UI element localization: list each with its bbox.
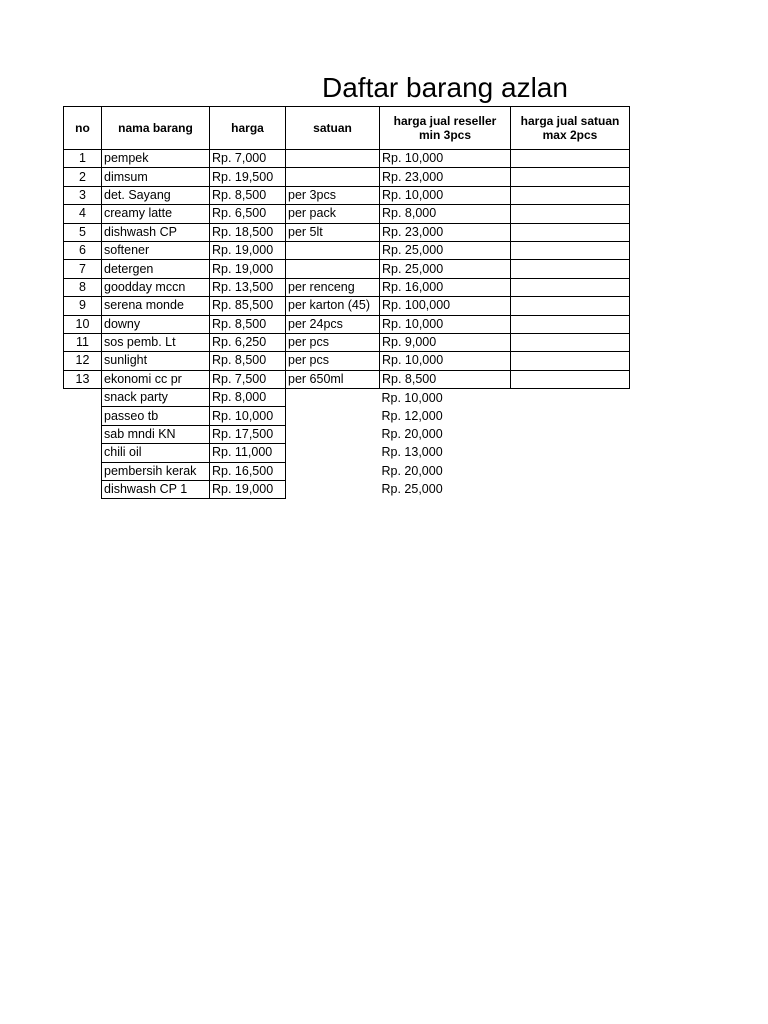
cell-harga-jual-reseller[interactable]: Rp. 20,000 (381, 427, 443, 442)
cell-satuan[interactable]: per pcs (286, 333, 380, 351)
table-row-extra (64, 425, 630, 443)
cell-harga[interactable]: Rp. 8,000 (210, 389, 286, 407)
cell-harga-jual-reseller[interactable]: Rp. 23,000 (380, 223, 511, 241)
cell-nama-barang[interactable]: pembersih kerak (102, 462, 210, 480)
cell-nama-barang[interactable]: sab mndi KN (102, 425, 210, 443)
table-row (64, 333, 630, 351)
cell-satuan[interactable]: per pcs (286, 352, 380, 370)
cell-nama-barang[interactable]: creamy latte (102, 205, 210, 223)
cell-harga-jual-reseller[interactable]: Rp. 10,000 (380, 150, 511, 168)
table-row-extra (64, 444, 630, 462)
cell-harga[interactable]: Rp. 85,500 (210, 297, 286, 315)
cell-harga[interactable]: Rp. 17,500 (210, 425, 286, 443)
table-row (64, 168, 630, 186)
cell-harga-jual-reseller[interactable]: Rp. 12,000 (381, 408, 443, 423)
cell-satuan[interactable]: per 5lt (286, 223, 380, 241)
cell-harga[interactable]: Rp. 7,500 (210, 370, 286, 388)
cell-satuan[interactable] (286, 168, 380, 186)
cell-nama-barang[interactable]: chili oil (102, 444, 210, 462)
cell-no[interactable]: 5 (64, 223, 102, 241)
cell-nama-barang[interactable]: snack party (102, 389, 210, 407)
cell-harga-jual-reseller[interactable]: Rp. 16,000 (380, 278, 511, 296)
price-table (63, 106, 630, 499)
cell-satuan[interactable]: per karton (45) (286, 297, 380, 315)
table-body (64, 150, 630, 499)
cell-harga[interactable]: Rp. 11,000 (210, 444, 286, 462)
cell-nama-barang[interactable]: det. Sayang (102, 186, 210, 204)
cell-satuan[interactable] (286, 425, 380, 443)
cell-harga-jual-satuan[interactable] (511, 260, 630, 278)
table-row (64, 352, 630, 370)
cell-nama-barang[interactable]: goodday mccn (102, 278, 210, 296)
cell-nama-barang[interactable]: ekonomi cc pr (102, 370, 210, 388)
table-row-extra (64, 462, 630, 480)
cell-nama-barang[interactable]: downy (102, 315, 210, 333)
sheet-title: Daftar barang azlan (322, 72, 568, 103)
cell-harga-jual-satuan[interactable] (511, 462, 630, 480)
cell-no[interactable] (64, 407, 102, 425)
cell-no[interactable]: 1 (64, 150, 102, 168)
table-row (64, 205, 630, 223)
cell-nama-barang[interactable]: passeo tb (102, 407, 210, 425)
cell-harga-jual-reseller[interactable]: Rp. 10,000 (381, 390, 443, 405)
table-row-extra (64, 407, 630, 425)
cell-harga[interactable]: Rp. 6,250 (210, 333, 286, 351)
table-row (64, 297, 630, 315)
cell-harga-jual-satuan[interactable] (511, 241, 630, 259)
header-satuan[interactable]: satuan (286, 107, 380, 150)
cell-harga-jual-satuan[interactable] (511, 352, 630, 370)
cell-no[interactable]: 13 (64, 370, 102, 388)
cell-harga-jual-satuan[interactable] (511, 370, 630, 388)
cell-harga[interactable]: Rp. 10,000 (210, 407, 286, 425)
header-harga[interactable]: harga (210, 107, 286, 150)
cell-no[interactable]: 2 (64, 168, 102, 186)
cell-harga-jual-reseller[interactable]: Rp. 100,000 (380, 297, 511, 315)
cell-nama-barang[interactable]: dimsum (102, 168, 210, 186)
cell-harga-jual-satuan[interactable] (511, 168, 630, 186)
cell-harga[interactable]: Rp. 13,500 (210, 278, 286, 296)
cell-no[interactable]: 7 (64, 260, 102, 278)
cell-harga-jual-satuan[interactable] (511, 333, 630, 351)
cell-harga-jual-satuan[interactable] (511, 205, 630, 223)
cell-harga-jual-reseller[interactable]: Rp. 10,000 (380, 315, 511, 333)
cell-satuan[interactable] (286, 481, 380, 499)
cell-satuan[interactable]: per 650ml (286, 370, 380, 388)
cell-no[interactable] (64, 444, 102, 462)
table-row-extra (64, 389, 630, 407)
cell-harga-jual-reseller[interactable]: Rp. 10,000 (380, 186, 511, 204)
cell-harga-jual-reseller[interactable]: Rp. 8,500 (380, 370, 511, 388)
cell-harga-jual-satuan[interactable] (511, 481, 630, 499)
table-row (64, 241, 630, 259)
cell-harga-jual-satuan[interactable] (511, 186, 630, 204)
table-row (64, 278, 630, 296)
header-harga-jual-reseller[interactable]: harga jual reseller min 3pcs (380, 107, 511, 150)
cell-harga-jual-satuan[interactable] (511, 150, 630, 168)
cell-nama-barang[interactable]: sos pemb. Lt (102, 333, 210, 351)
cell-nama-barang[interactable]: pempek (102, 150, 210, 168)
cell-harga[interactable]: Rp. 19,500 (210, 168, 286, 186)
cell-no[interactable]: 6 (64, 241, 102, 259)
cell-no[interactable]: 11 (64, 333, 102, 351)
cell-no[interactable] (64, 481, 102, 499)
cell-satuan[interactable]: per renceng (286, 278, 380, 296)
table-row (64, 260, 630, 278)
cell-harga-jual-satuan[interactable] (511, 315, 630, 333)
cell-harga-jual-reseller[interactable]: Rp. 25,000 (380, 260, 511, 278)
cell-harga-jual-satuan[interactable] (511, 389, 630, 407)
cell-harga-jual-reseller[interactable]: Rp. 8,000 (380, 205, 511, 223)
cell-nama-barang[interactable]: dishwash CP 1 (102, 481, 210, 499)
cell-harga[interactable]: Rp. 6,500 (210, 205, 286, 223)
cell-harga[interactable]: Rp. 19,000 (210, 241, 286, 259)
cell-satuan[interactable] (286, 389, 380, 407)
cell-harga-jual-reseller[interactable]: Rp. 25,000 (380, 241, 511, 259)
header-harga-jual-satuan[interactable]: harga jual satuan max 2pcs (511, 107, 630, 150)
cell-no[interactable]: 9 (64, 297, 102, 315)
cell-harga-jual-reseller[interactable]: Rp. 25,000 (381, 482, 443, 497)
cell-satuan[interactable] (286, 407, 380, 425)
cell-harga[interactable]: Rp. 7,000 (210, 150, 286, 168)
cell-satuan[interactable] (286, 241, 380, 259)
header-row (64, 107, 630, 150)
cell-nama-barang[interactable]: dishwash CP (102, 223, 210, 241)
cell-harga-jual-satuan[interactable] (511, 425, 630, 443)
table-row-extra (64, 481, 630, 499)
cell-harga-jual-satuan[interactable] (511, 223, 630, 241)
cell-satuan[interactable] (286, 260, 380, 278)
cell-satuan[interactable] (286, 150, 380, 168)
cell-harga-jual-reseller[interactable]: Rp. 20,000 (381, 463, 443, 478)
cell-harga[interactable]: Rp. 18,500 (210, 223, 286, 241)
cell-no[interactable]: 10 (64, 315, 102, 333)
cell-no[interactable] (64, 462, 102, 480)
cell-no[interactable] (64, 389, 102, 407)
cell-harga-jual-reseller[interactable]: Rp. 23,000 (380, 168, 511, 186)
cell-harga[interactable]: Rp. 16,500 (210, 462, 286, 480)
cell-harga-jual-satuan[interactable] (511, 444, 630, 462)
cell-satuan[interactable]: per 3pcs (286, 186, 380, 204)
cell-harga[interactable]: Rp. 8,500 (210, 315, 286, 333)
cell-harga[interactable]: Rp. 8,500 (210, 186, 286, 204)
header-no[interactable]: no (64, 107, 102, 150)
cell-harga[interactable]: Rp. 8,500 (210, 352, 286, 370)
cell-no[interactable]: 8 (64, 278, 102, 296)
cell-satuan[interactable]: per pack (286, 205, 380, 223)
cell-harga-jual-satuan[interactable] (511, 407, 630, 425)
cell-satuan[interactable] (286, 462, 380, 480)
cell-no[interactable] (64, 425, 102, 443)
table-row (64, 186, 630, 204)
cell-satuan[interactable]: per 24pcs (286, 315, 380, 333)
table-row (64, 370, 630, 388)
cell-harga-jual-reseller[interactable]: Rp. 9,000 (380, 333, 511, 351)
cell-nama-barang[interactable]: serena monde (102, 297, 210, 315)
cell-harga-jual-satuan[interactable] (511, 278, 630, 296)
cell-satuan[interactable] (286, 444, 380, 462)
cell-nama-barang[interactable]: softener (102, 241, 210, 259)
cell-harga-jual-satuan[interactable] (511, 297, 630, 315)
cell-harga-jual-reseller[interactable]: Rp. 13,000 (381, 445, 443, 460)
table-row (64, 150, 630, 168)
cell-no[interactable]: 12 (64, 352, 102, 370)
cell-harga[interactable]: Rp. 19,000 (210, 481, 286, 499)
cell-nama-barang[interactable]: detergen (102, 260, 210, 278)
cell-nama-barang[interactable]: sunlight (102, 352, 210, 370)
table-row (64, 315, 630, 333)
cell-no[interactable]: 3 (64, 186, 102, 204)
cell-harga[interactable]: Rp. 19,000 (210, 260, 286, 278)
cell-no[interactable]: 4 (64, 205, 102, 223)
cell-harga-jual-reseller[interactable]: Rp. 10,000 (380, 352, 511, 370)
table-row (64, 223, 630, 241)
header-nama-barang[interactable]: nama barang (102, 107, 210, 150)
